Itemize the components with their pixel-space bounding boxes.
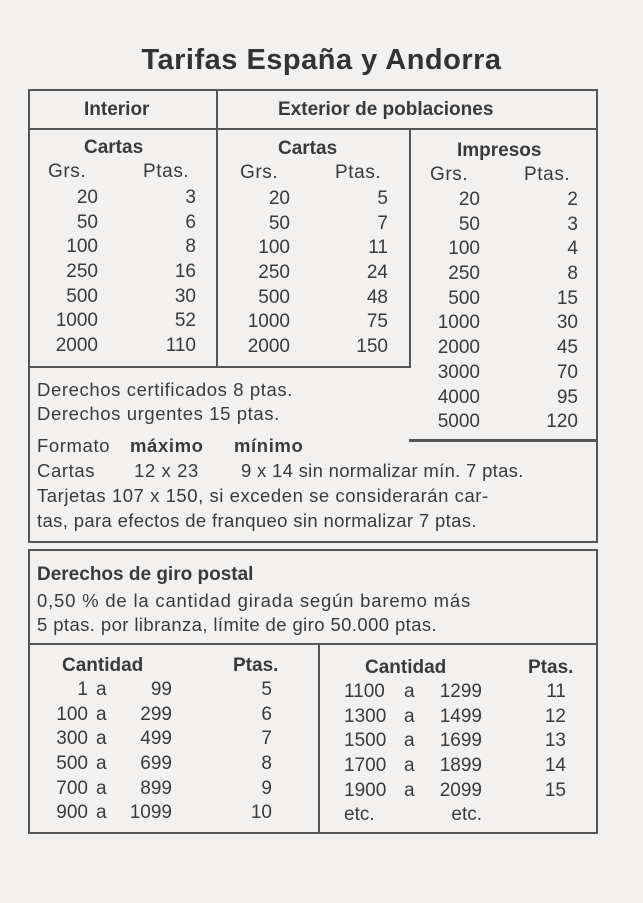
- exterior-grams-cell: 100: [258, 237, 290, 259]
- interior-grams-column: [40, 186, 98, 359]
- giro-left-to-cell: 299: [140, 703, 172, 725]
- giro-left-to-column: [118, 678, 172, 826]
- giro-left-from-cell: 100: [56, 703, 88, 725]
- giro-right-ptas-column: [536, 680, 566, 828]
- impresos-grams-column: [420, 188, 480, 435]
- interior-grams-cell: 20: [76, 187, 98, 208]
- interior-grs-label: Grs.: [48, 161, 87, 182]
- interior-cartas-subheader: Cartas: [84, 137, 144, 158]
- giro-left-to-cell: 499: [140, 728, 172, 750]
- exterior-cartas-subheader: Cartas: [278, 138, 338, 159]
- impresos-bottom-line: [409, 440, 598, 442]
- impresos-grams-cell: 5000: [437, 411, 480, 433]
- giro-left-ptas-column: [240, 678, 272, 826]
- formato-label: Formato: [37, 435, 111, 456]
- giro-column-divider: [318, 643, 320, 834]
- impresos-ptas-label: Ptas.: [524, 164, 571, 185]
- interior-ptas-label: Ptas.: [143, 161, 190, 182]
- giro-left-from-cell: 1: [77, 679, 88, 700]
- page-title: Tarifas España y Andorra: [141, 44, 502, 76]
- minimo-label: mínimo: [234, 435, 304, 456]
- interior-grams-cell: 1000: [55, 310, 98, 332]
- exterior-ptas-cell: 75: [366, 311, 388, 333]
- giro-right-ptas-cell: 11: [546, 681, 566, 702]
- interior-grams-cell: 250: [66, 261, 98, 283]
- impresos-grams-cell: 100: [448, 238, 480, 260]
- giro-left-a-cell: a: [96, 703, 107, 725]
- impresos-grams-cell: 50: [458, 213, 480, 235]
- giro-right-to-cell: etc.: [451, 804, 482, 826]
- exterior-ptas-cell: 150: [356, 336, 388, 358]
- impresos-ptas-cell: 8: [567, 263, 578, 285]
- impresos-ptas-cell: 120: [546, 411, 578, 433]
- giro-left-a-cell: a: [96, 802, 107, 824]
- giro-right-to-cell: 1899: [439, 755, 482, 777]
- giro-right-a-cell: a: [404, 755, 415, 777]
- interior-grams-cell: 100: [66, 236, 98, 258]
- exterior-ptas-column: [330, 187, 388, 360]
- impresos-grams-cell: 4000: [437, 386, 480, 408]
- exterior-grs-label: Grs.: [240, 162, 279, 183]
- giro-line1: 0,50 % de la cantidad girada según baremo más: [37, 590, 472, 611]
- giro-left-a-cell: a: [96, 777, 107, 799]
- interior-ptas-cell: 16: [174, 261, 196, 283]
- interior-ptas-cell: 110: [165, 335, 196, 357]
- exterior-grams-cell: 50: [268, 212, 290, 234]
- cartas-bottom-line: [28, 366, 410, 368]
- giro-right-from-column: [344, 680, 400, 828]
- tarjetas-note: Tarjetas 107 x 150, si exceden se considerarán car-: [37, 485, 489, 506]
- giro-left-to-cell: 699: [140, 753, 172, 775]
- impresos-ptas-cell: 95: [556, 386, 578, 408]
- cartas-min-size: 9 x 14 sin normalizar mín. 7 ptas.: [241, 460, 524, 481]
- exterior-grams-cell: 500: [258, 286, 290, 308]
- giro-left-to-cell: 899: [140, 777, 172, 799]
- giro-left-from-cell: 300: [56, 728, 88, 750]
- interior-header: Interior: [84, 99, 150, 120]
- impresos-grams-cell: 250: [448, 263, 480, 285]
- impresos-grs-label: Grs.: [430, 164, 469, 185]
- impresos-ptas-cell: 4: [567, 238, 578, 260]
- giro-right-a-cell: a: [404, 705, 415, 727]
- interior-grams-cell: 2000: [55, 335, 98, 357]
- giro-right-to-cell: 1699: [439, 730, 482, 752]
- giro-left-from-cell: 700: [56, 777, 88, 799]
- interior-ptas-cell: 30: [174, 285, 196, 307]
- giro-left-ptas: Ptas.: [233, 655, 279, 676]
- giro-right-from-cell: 1100: [344, 681, 385, 702]
- exterior-ptas-cell: 24: [366, 262, 388, 284]
- giro-right-to-cell: 2099: [439, 779, 482, 801]
- giro-left-from-column: [40, 678, 88, 826]
- exterior-ptas-cell: 5: [377, 188, 388, 209]
- giro-right-a-cell: a: [404, 779, 415, 801]
- exterior-ptas-cell: 7: [377, 212, 388, 234]
- giro-left-a-cell: a: [96, 728, 107, 750]
- interior-ptas-cell: 6: [185, 211, 196, 233]
- giro-header-divider: [28, 643, 598, 645]
- giro-left-cantidad: Cantidad: [62, 655, 144, 676]
- impresos-grams-cell: 20: [458, 189, 480, 210]
- giro-left-ptas-cell: 10: [250, 802, 272, 824]
- giro-left-a-cell: a: [96, 679, 107, 700]
- giro-right-ptas-cell: 12: [544, 705, 566, 727]
- impresos-ptas-cell: 30: [556, 312, 578, 334]
- giro-line2: 5 ptas. por libranza, límite de giro 50.000 ptas.: [37, 614, 438, 635]
- giro-left-ptas-cell: 7: [261, 728, 272, 750]
- giro-right-from-cell: etc.: [344, 804, 375, 826]
- impresos-grams-cell: 500: [448, 287, 480, 309]
- giro-right-to-cell: 1499: [439, 705, 482, 727]
- giro-left-to-cell: 1099: [129, 802, 172, 824]
- giro-right-from-cell: 1300: [344, 705, 387, 727]
- exterior-ptas-cell: 48: [366, 286, 388, 308]
- impresos-ptas-cell: 45: [556, 337, 578, 359]
- interior-ptas-cell: 52: [174, 310, 196, 332]
- impresos-ptas-column: [520, 188, 578, 435]
- giro-right-ptas-cell: 14: [544, 755, 566, 777]
- giro-left-to-cell: 99: [150, 679, 172, 700]
- exterior-grams-cell: 1000: [247, 311, 290, 333]
- exterior-header: Exterior de poblaciones: [278, 99, 494, 120]
- giro-right-ptas: Ptas.: [528, 657, 574, 678]
- impresos-grams-cell: 3000: [437, 361, 480, 383]
- exterior-grams-cell: 2000: [247, 336, 290, 358]
- cartas-format-label: Cartas: [37, 460, 96, 481]
- giro-right-ptas-cell: 13: [544, 730, 566, 752]
- interior-ptas-cell: 3: [185, 187, 196, 208]
- interior-ptas-column: [140, 186, 196, 359]
- giro-left-a-column: [96, 678, 116, 826]
- giro-right-to-column: [420, 680, 482, 828]
- interior-ptas-cell: 8: [185, 236, 196, 258]
- giro-left-ptas-cell: 8: [261, 753, 272, 775]
- cartas-max-size: 12 x 23: [134, 460, 199, 481]
- interior-grams-cell: 500: [66, 285, 98, 307]
- giro-right-ptas-cell: [536, 803, 566, 828]
- giro-left-ptas-cell: 9: [261, 777, 272, 799]
- interior-grams-cell: 50: [76, 211, 98, 233]
- exterior-ptas-cell: 11: [368, 237, 388, 259]
- impresos-ptas-cell: 3: [567, 213, 578, 235]
- giro-right-a-cell: a: [404, 681, 415, 702]
- giro-right-from-cell: 1900: [344, 779, 387, 801]
- giro-left-ptas-cell: 5: [261, 679, 272, 700]
- giro-right-from-cell: 1500: [344, 730, 387, 752]
- giro-right-from-cell: 1700: [344, 755, 387, 777]
- giro-left-from-cell: 900: [56, 802, 88, 824]
- giro-left-a-cell: a: [96, 753, 107, 775]
- giro-right-ptas-cell: 15: [544, 779, 566, 801]
- impresos-grams-cell: 2000: [437, 337, 480, 359]
- rates-divider-interior: [216, 89, 218, 368]
- giro-header: Derechos de giro postal: [37, 564, 254, 585]
- impresos-ptas-cell: 2: [567, 189, 578, 210]
- certificados-note: Derechos certificados 8 ptas.: [37, 379, 293, 400]
- exterior-grams-cell: 250: [258, 262, 290, 284]
- giro-right-a-cell: a: [404, 730, 415, 752]
- giro-right-to-cell: 1299: [439, 681, 482, 702]
- giro-left-ptas-cell: 6: [261, 703, 272, 725]
- impresos-ptas-cell: 70: [556, 361, 578, 383]
- tarjetas-note-cont: tas, para efectos de franqueo sin normalizar 7 ptas.: [37, 510, 477, 531]
- exterior-grams-cell: 20: [268, 188, 290, 209]
- maximo-label: máximo: [130, 435, 204, 456]
- exterior-ptas-label: Ptas.: [335, 162, 382, 183]
- impresos-subheader: Impresos: [457, 140, 542, 161]
- exterior-grams-column: [230, 187, 290, 360]
- impresos-ptas-cell: 15: [556, 287, 578, 309]
- giro-right-cantidad: Cantidad: [365, 657, 447, 678]
- impresos-grams-cell: 1000: [437, 312, 480, 334]
- urgentes-note: Derechos urgentes 15 ptas.: [37, 403, 280, 424]
- giro-left-from-cell: 500: [56, 753, 88, 775]
